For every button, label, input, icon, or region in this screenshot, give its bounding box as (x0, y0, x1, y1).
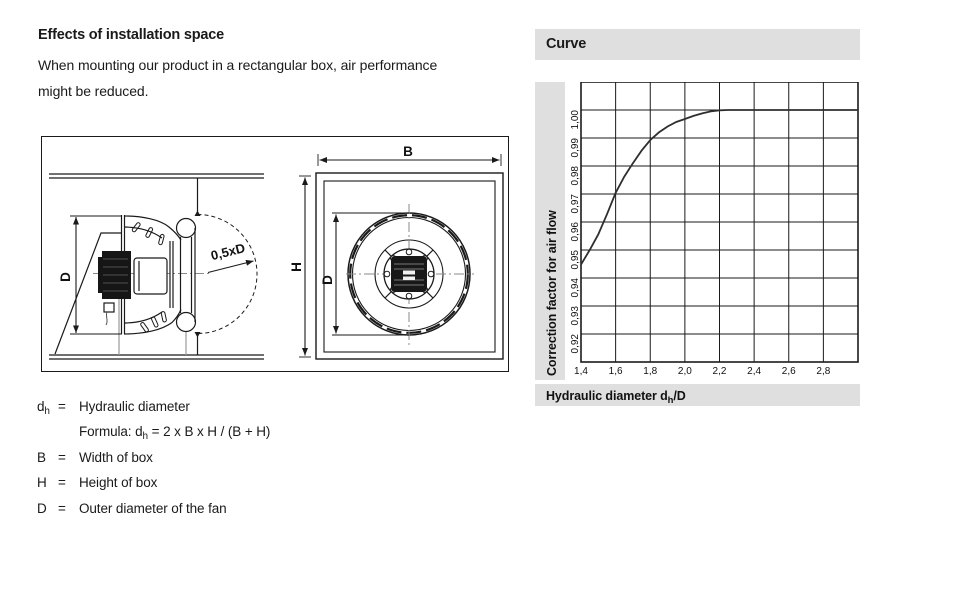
rotor-housing (134, 258, 167, 294)
x-tick-label: 2,6 (781, 366, 796, 377)
definitions-list (37, 394, 270, 521)
x-tick-label: 2,8 (816, 366, 831, 377)
b-label: B (403, 144, 413, 159)
page-title: Effects of installation space (38, 27, 224, 43)
definition-term-d: D (37, 500, 47, 516)
curve-chart-svg (535, 82, 860, 406)
x-tick-label: 1,8 (643, 366, 658, 377)
x-tick-label: 2,4 (747, 366, 762, 377)
clearance-arrow (208, 261, 254, 273)
intro-paragraph (38, 52, 498, 104)
definition-equals: = (58, 449, 66, 465)
y-axis-label: Correction factor for air flow (545, 210, 559, 376)
definition-term-dh: $d_h$ (37, 399, 50, 417)
side-d-label: D (58, 272, 73, 282)
y-tick-label: 0,93 (570, 306, 581, 326)
y-tick-label: 0,96 (570, 222, 581, 242)
definition-equals: = (58, 399, 66, 414)
x-tick-label: 2,0 (677, 366, 692, 377)
motor-hub (384, 249, 434, 299)
y-tick-label: 0,92 (570, 334, 581, 354)
y-tick-label: 1,00 (570, 110, 581, 130)
y-tick-label: 0,97 (570, 194, 581, 214)
y-tick-label: 0,98 (570, 166, 581, 186)
intro-line-1: When mounting our product in a rectangular box, air performance (38, 57, 438, 73)
curve-section-title: Curve (546, 36, 587, 52)
definition-desc-d: Outer diameter of the fan (79, 500, 227, 516)
plot-area (581, 82, 858, 362)
h-label: H (289, 262, 304, 272)
definition-equals: = (58, 475, 66, 491)
x-tick-label: 1,6 (608, 366, 623, 377)
x-axis-label: Hydraulic diameter $d_h/D$ (546, 389, 686, 406)
front-view (289, 144, 503, 359)
front-d-label: D (320, 275, 335, 285)
clearance-boundary (195, 178, 258, 355)
y-tick-label: 0,95 (570, 250, 581, 270)
definition-term-h: H (37, 475, 47, 491)
definition-equals: = (58, 500, 66, 516)
definition-term-b: B (37, 449, 46, 465)
construction-lines (119, 299, 186, 355)
y-tick-label: 0,99 (570, 138, 581, 158)
definition-desc-dh: Hydraulic diameter (79, 399, 190, 414)
definition-desc-b: Width of box (79, 449, 153, 465)
correction-factor-chart (535, 82, 860, 406)
inlet-ring (177, 219, 196, 332)
y-tick-label: 0,94 (570, 278, 581, 298)
motor (98, 251, 131, 325)
x-tick-label: 1,4 (574, 366, 588, 377)
intro-line-2: might be reduced. (38, 83, 149, 99)
x-tick-label: 2,2 (712, 366, 727, 377)
definition-formula: Formula: $d_h = 2$ x B x H / (B + H) (79, 424, 271, 443)
side-view (49, 174, 264, 359)
installation-diagram (41, 136, 509, 372)
definition-desc-h: Height of box (79, 475, 158, 491)
clearance-dimension-label: 0,5xD (209, 240, 247, 264)
tick-labels (570, 110, 831, 377)
curve-section-header (535, 29, 860, 60)
installation-diagram-svg (42, 137, 507, 370)
